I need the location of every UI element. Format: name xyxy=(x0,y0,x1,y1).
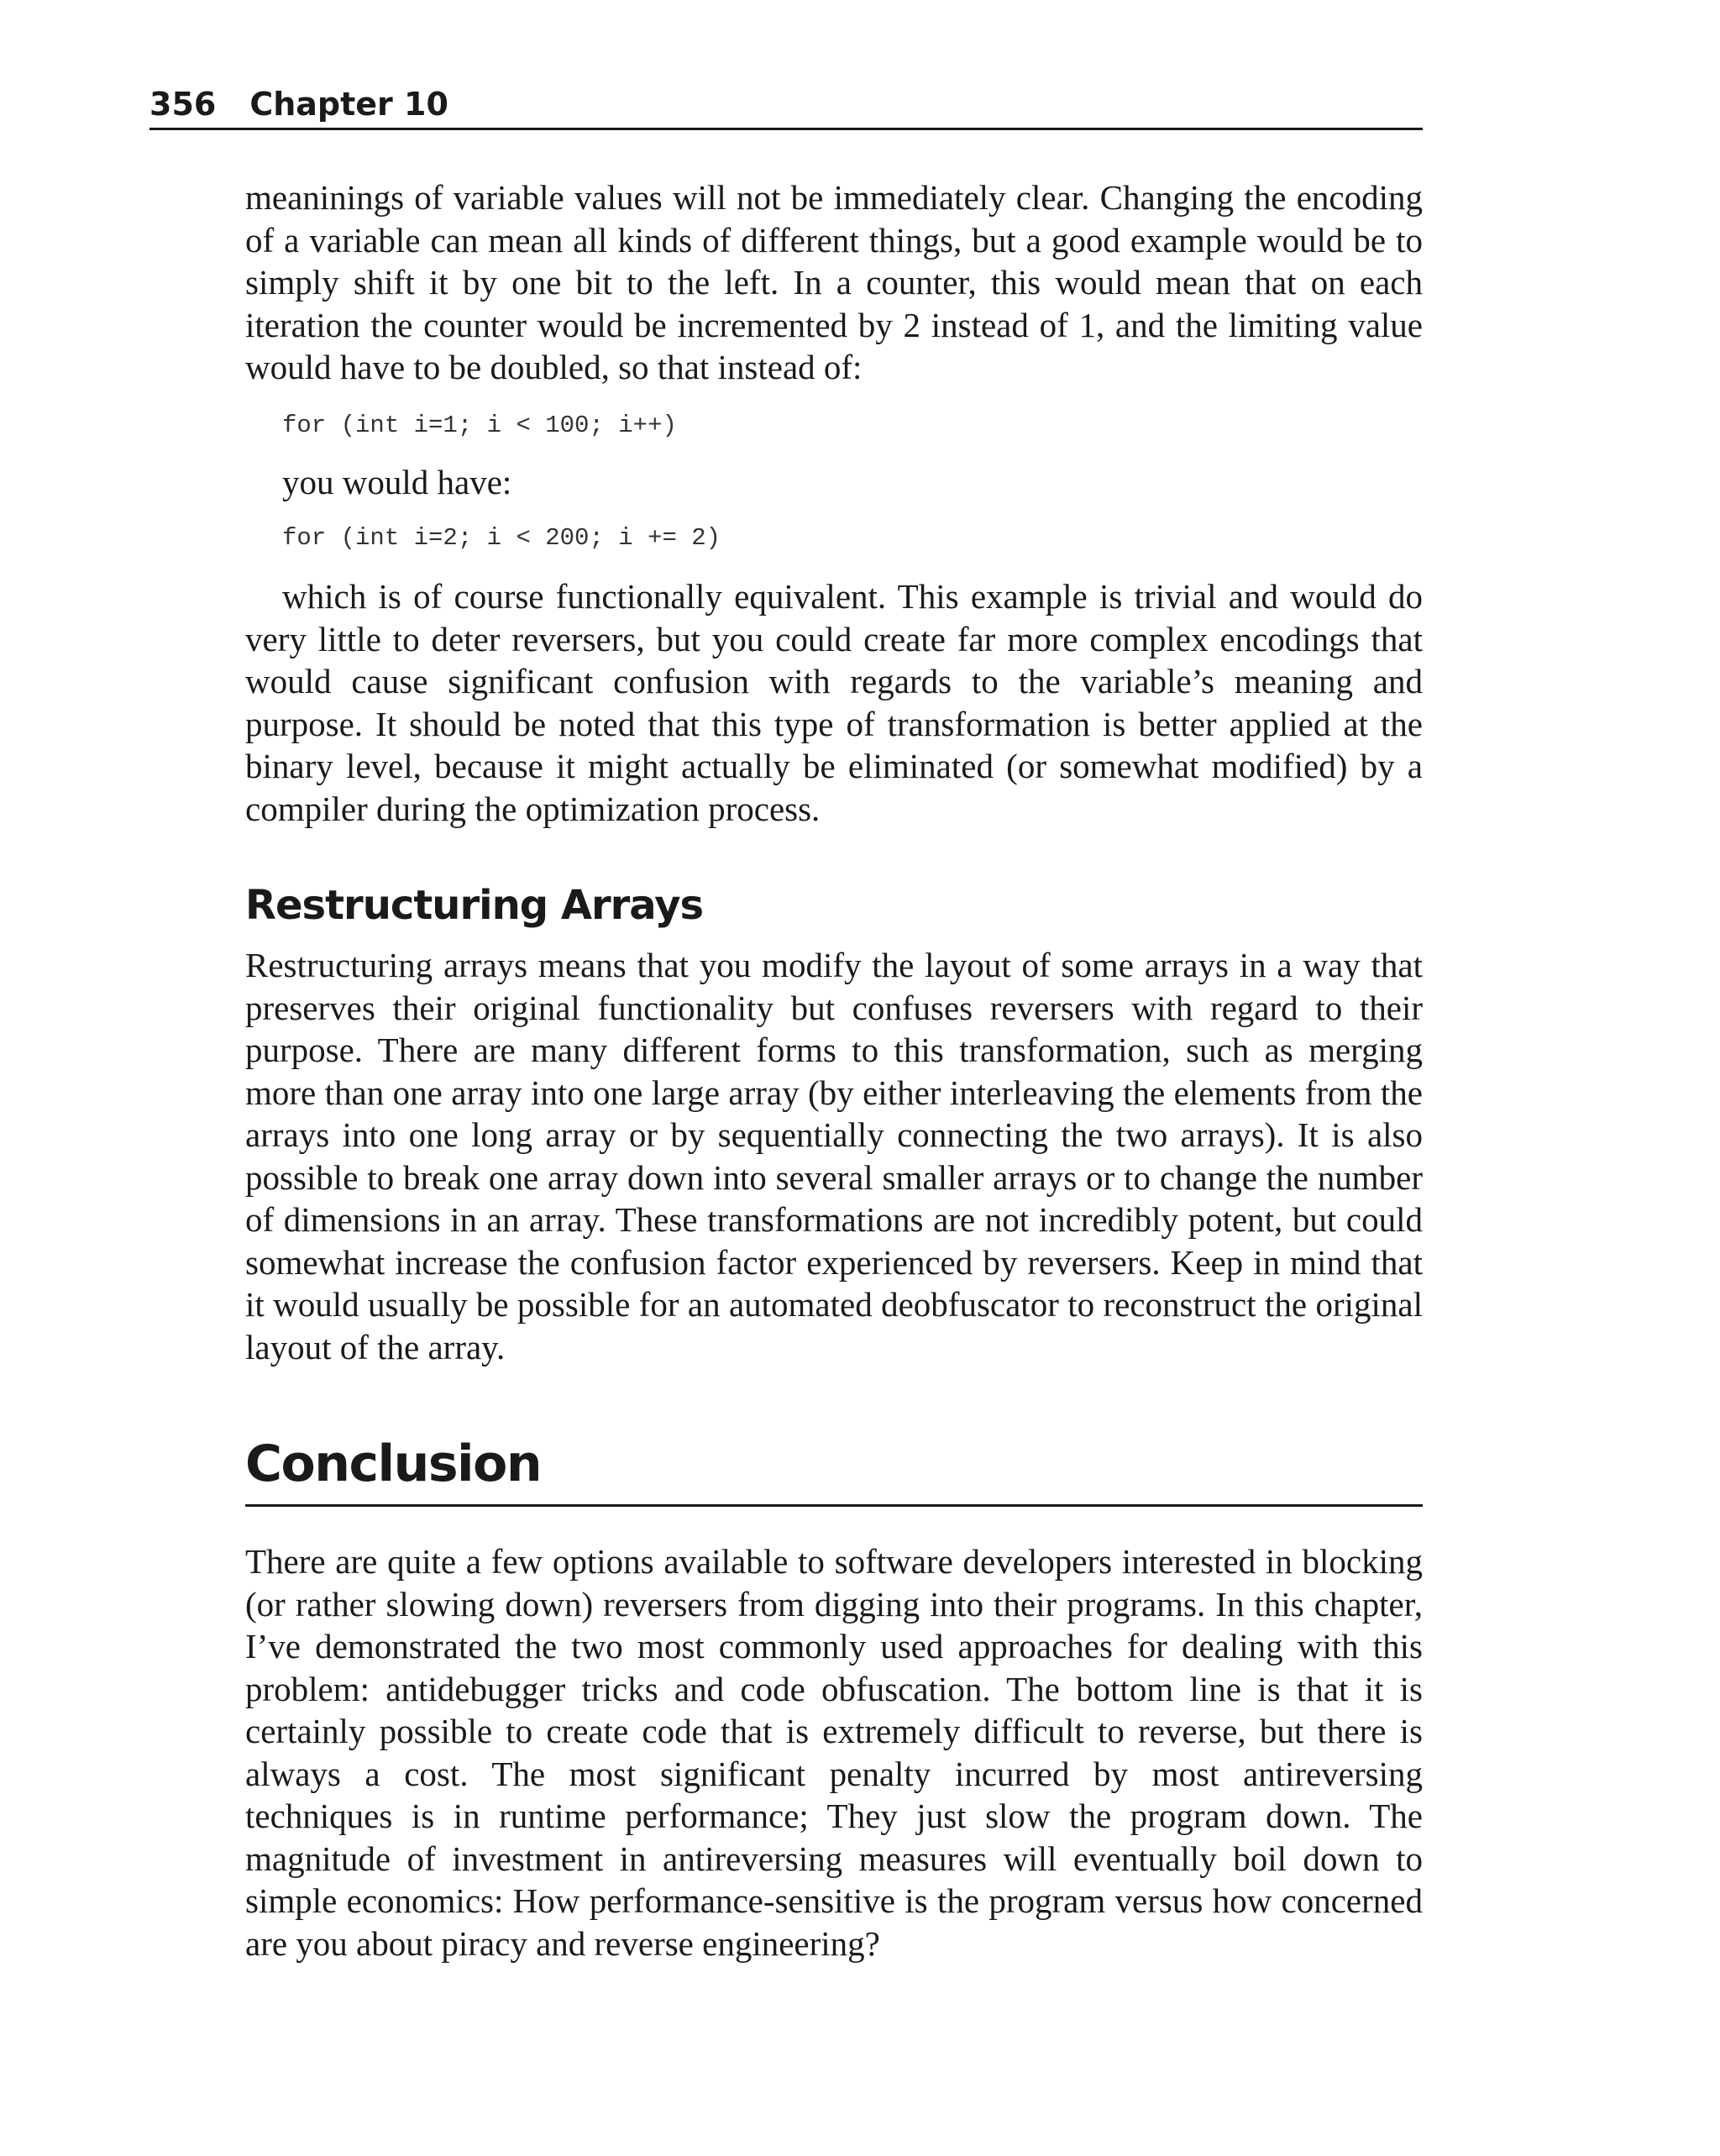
page-body xyxy=(245,176,1423,1965)
restructuring-arrays-paragraph: Restructuring arrays means that you modify the layout of some arrays in a way that preserves their original functionality but confuses reversers with regard to their purpose. There are many different forms to this transformation, such as merging more than one array into one large array (by either interleaving the elements from the arrays into one long array or by sequentially connecting the two arrays). It is also possible to break one array down into several smaller arrays or to change the number of dimensions in an array. These transformations are not incredibly potent, but could somewhat increase the confusion factor experienced by reversers. Keep in mind that it would usually be possible for an automated deobfuscator to reconstruct the original layout of the array. xyxy=(245,946,1423,1367)
code-example-1: for (int i=1; i < 100; i++) xyxy=(282,411,677,439)
page-header xyxy=(149,81,1423,130)
body-paragraph-2: you would have: xyxy=(282,462,512,501)
body-paragraph-3: which is of course functionally equivalent. This example is trivial and would do very little to deter reversers, but you could create far more complex encodings that would cause significant confusion with regards to the variable’s meaning and purpose. It should be noted that this type of transformation is better applied at the binary level, because it might actually be eliminated (or somewhat modified) by a compiler during the optimization process. xyxy=(245,577,1423,828)
conclusion-paragraph: There are quite a few options available to software developers interested in blocking (or rather slowing down) reversers from digging into their programs. In this chapter, I’ve demonstrated the two most commonly used approaches for dealing with this problem: antidebugger tricks and code obfuscation. The bottom line is that it is certainly possible to create code that is extremely difficult to reverse, but there is always a cost. The most significant penalty incurred by most antireversing techniques is in runtime performance; They just slow the program down. The magnitude of investment in antireversing measures will eventually boil down to simple economics: How performance-sensitive is the program versus how concerned are you about piracy and reverse engineering? xyxy=(245,1542,1423,1963)
code-example-2: for (int i=2; i < 200; i += 2) xyxy=(282,524,721,552)
page-number: 356 xyxy=(149,86,217,123)
section-heading-restructuring-arrays: Restructuring Arrays xyxy=(245,882,704,929)
section-heading-conclusion: Conclusion xyxy=(245,1432,1423,1507)
chapter-title: Chapter 10 xyxy=(249,86,448,123)
body-paragraph-1: meaninings of variable values will not be immediately clear. Changing the encoding of a variable can mean all kinds of different things, but a good example would be to simply shift it by one bit to the left. In a counter, this would mean that on each iteration the counter would be incremented by 2 instead of 1, and the limiting value would have to be doubled, so that instead of: xyxy=(245,178,1423,386)
